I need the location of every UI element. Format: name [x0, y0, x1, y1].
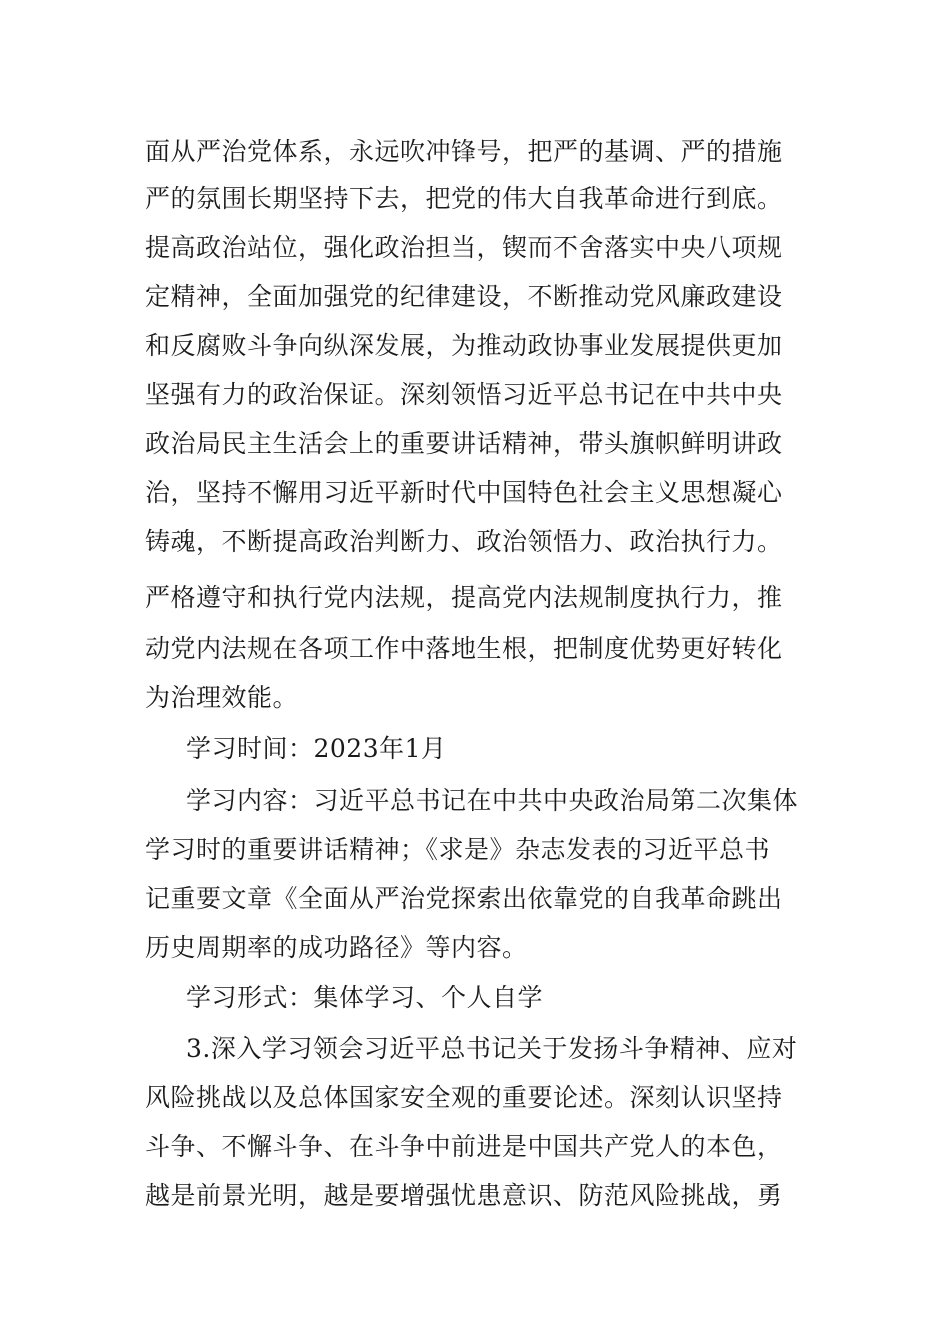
- section-3-line: 3.深入学习领会习近平总书记关于发扬斗争精神、应对: [186, 1034, 798, 1063]
- text-line: 越是前景光明，越是要增强忧患意识、防范风险挑战，勇: [145, 1181, 783, 1210]
- text-line: 定精神，全面加强党的纪律建设，不断推动党风廉政建设: [145, 282, 783, 311]
- text-line: 和反腐败斗争向纵深发展，为推动政协事业发展提供更加: [145, 331, 783, 360]
- text-line: 提高政治站位，强化政治担当，锲而不舍落实中央八项规: [145, 233, 783, 262]
- text-line: 坚强有力的政治保证。深刻领悟习近平总书记在中共中央: [145, 380, 783, 409]
- text-line: 历史周期率的成功路径》等内容。: [145, 933, 528, 962]
- text-line: 记重要文章《全面从严治党探索出依靠党的自我革命跳出: [145, 884, 783, 913]
- study-form-line: 学习形式：集体学习、个人自学: [186, 983, 544, 1012]
- text-line: 面从严治党体系，永远吹冲锋号，把严的基调、严的措施: [145, 137, 783, 166]
- text-line: 政治局民主生活会上的重要讲话精神，带头旗帜鲜明讲政: [145, 429, 783, 458]
- text-line: 严格遵守和执行党内法规，提高党内法规制度执行力，推: [145, 583, 783, 612]
- text-line: 严的氛围长期坚持下去，把党的伟大自我革命进行到底。: [145, 184, 783, 213]
- text-line: 动党内法规在各项工作中落地生根，把制度优势更好转化: [145, 634, 783, 663]
- text-line: 为治理效能。: [145, 683, 299, 712]
- study-content-line: 学习内容：习近平总书记在中共中央政治局第二次集体: [186, 786, 799, 815]
- text-line: 学习时的重要讲话精神；《求是》杂志发表的习近平总书: [145, 835, 771, 864]
- text-line: 风险挑战以及总体国家安全观的重要论述。深刻认识坚持: [145, 1083, 783, 1112]
- text-line: 治，坚持不懈用习近平新时代中国特色社会主义思想凝心: [145, 478, 783, 507]
- text-line: 铸魂，不断提高政治判断力、政治领悟力、政治执行力。: [145, 527, 783, 556]
- study-time-line: 学习时间：2023年1月: [186, 734, 447, 763]
- text-line: 斗争、不懈斗争、在斗争中前进是中国共产党人的本色，: [145, 1132, 783, 1161]
